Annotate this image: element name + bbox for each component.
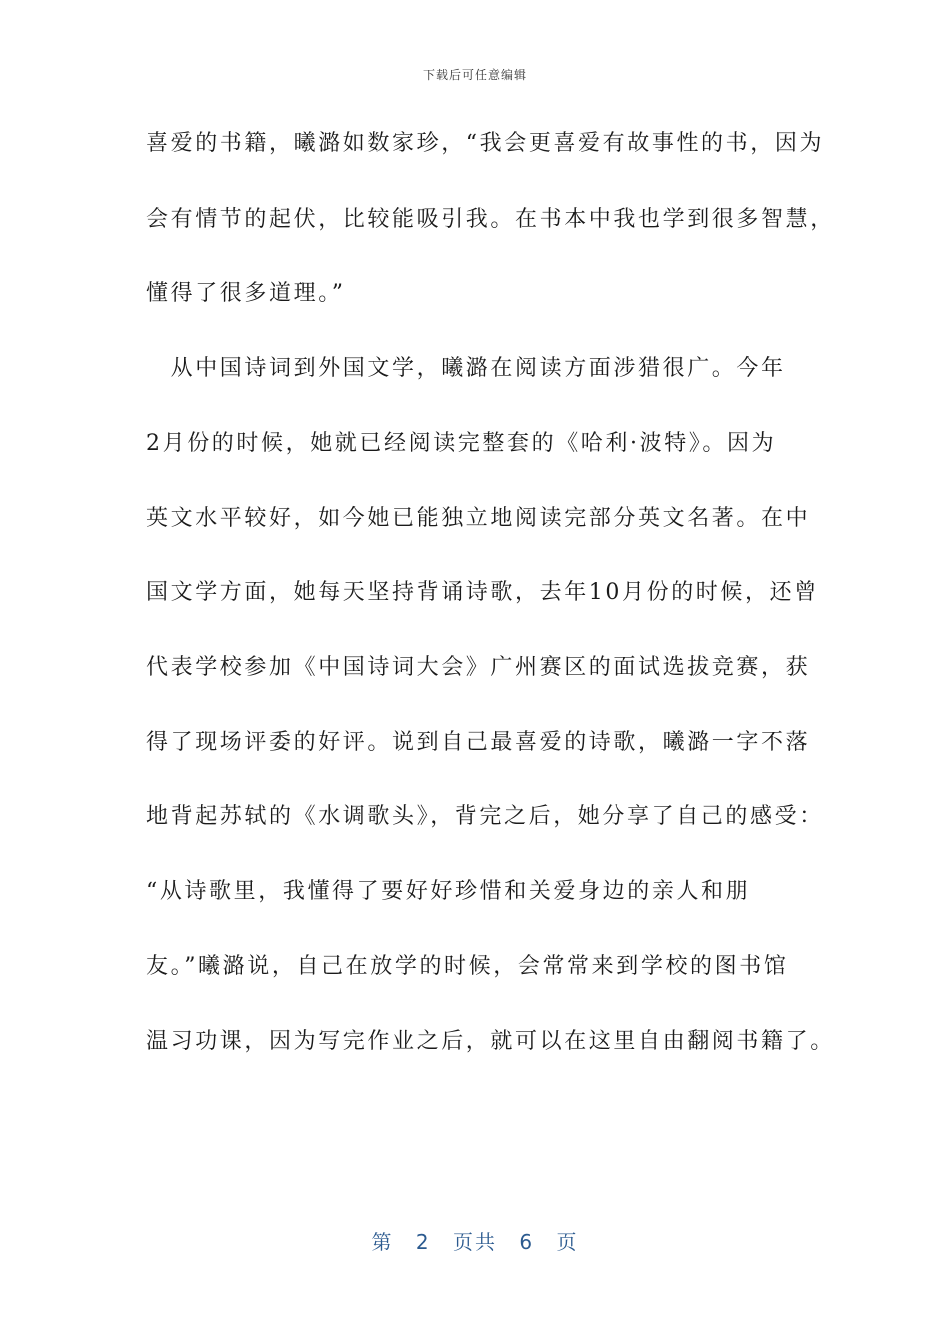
- body-line-12: 友。”曦潞说，自己在放学的时候，会常常来到学校的图书馆: [146, 954, 789, 979]
- body-line-1: 喜爱的书籍，曦潞如数家珍，“我会更喜爱有故事性的书，因为: [146, 131, 825, 156]
- body-line-4: 从中国诗词到外国文学，曦潞在阅读方面涉猎很广。今年: [146, 356, 786, 381]
- body-line-11: “从诗歌里，我懂得了要好好珍惜和关爱身边的亲人和朋: [146, 879, 751, 904]
- body-line-7: 国文学方面，她每天坚持背诵诗歌，去年10月份的时候，还曾: [146, 580, 819, 605]
- body-line-13: 温习功课，因为写完作业之后，就可以在这里自由翻阅书籍了。: [146, 1029, 835, 1054]
- page-footer: [0, 1226, 950, 1255]
- footer-current-page: 2: [415, 1230, 431, 1254]
- body-line-2: 会有情节的起伏，比较能吸引我。在书本中我也学到很多智慧，: [146, 207, 835, 232]
- body-line-6: 英文水平较好，如今她已能独立地阅读完部分英文名著。在中: [146, 506, 811, 531]
- footer-suffix: 页: [556, 1230, 579, 1254]
- footer-middle: 页共: [453, 1230, 497, 1254]
- body-line-10: 地背起苏轼的《水调歌头》，背完之后，她分享了自己的感受：: [146, 804, 824, 829]
- body-line-5: 2月份的时候，她就已经阅读完整套的《哈利·波特》。因为: [146, 431, 777, 456]
- footer-total-pages: 6: [519, 1230, 535, 1254]
- body-line-3: 懂得了很多道理。”: [146, 281, 346, 306]
- body-line-9: 得了现场评委的好评。说到自己最喜爱的诗歌，曦潞一字不落: [146, 730, 811, 755]
- footer-prefix: 第: [371, 1230, 394, 1254]
- body-line-8: 代表学校参加《中国诗词大会》广州赛区的面试选拔竞赛，获: [146, 655, 811, 680]
- page-header-note: 下载后可任意编辑: [422, 68, 527, 82]
